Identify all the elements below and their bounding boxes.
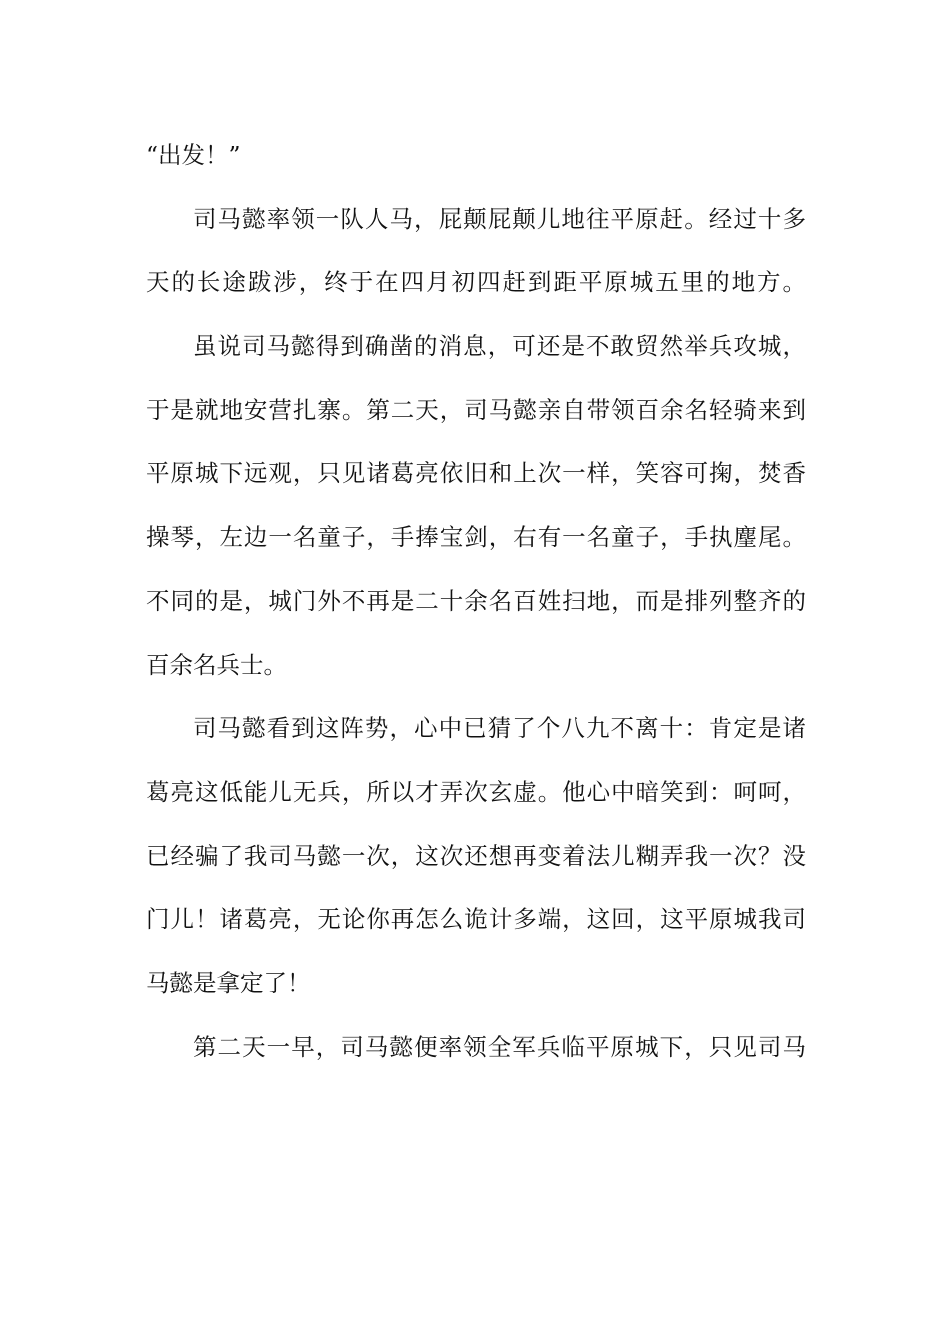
document-text-body <box>146 124 806 1079</box>
paragraph-3-line-2: 于是就地安营扎寨。第二天，司马懿亲自带领百余名轻骑来到 <box>146 395 806 424</box>
paragraph-4-line-1: 司马懿看到这阵势，心中已猜了个八九不离十：肯定是诸 <box>193 714 806 743</box>
paragraph-2-line-2: 天的长途跋涉，终于在四月初四赶到距平原城五里的地方。 <box>146 268 806 297</box>
paragraph-1-line-1: “出发！” <box>146 141 241 169</box>
paragraph-3-line-3: 平原城下远观，只见诸葛亮依旧和上次一样，笑容可掬，焚香 <box>146 459 806 488</box>
paragraph-3-line-1: 虽说司马懿得到确凿的消息，可还是不敢贸然举兵攻城， <box>193 332 806 361</box>
paragraph-5-line-1: 第二天一早，司马懿便率领全军兵临平原城下，只见司马 <box>193 1032 806 1061</box>
paragraph-4-line-3: 已经骗了我司马懿一次，这次还想再变着法儿糊弄我一次？没 <box>146 841 806 870</box>
paragraph-2-line-1: 司马懿率领一队人马，屁颠屁颠儿地往平原赶。经过十多 <box>193 204 806 233</box>
paragraph-4-line-5: 马懿是拿定了！ <box>146 968 311 997</box>
paragraph-3-line-5: 不同的是，城门外不再是二十余名百姓扫地，而是排列整齐的 <box>146 586 806 615</box>
paragraph-4-line-2: 葛亮这低能儿无兵，所以才弄次玄虚。他心中暗笑到：呵呵， <box>146 777 806 806</box>
paragraph-3-line-4: 操琴，左边一名童子，手捧宝剑，右有一名童子，手执麈尾。 <box>146 523 806 552</box>
paragraph-4-line-4: 门儿！诸葛亮，无论你再怎么诡计多端，这回，这平原城我司 <box>146 905 806 934</box>
paragraph-3-line-6: 百余名兵士。 <box>146 650 287 679</box>
